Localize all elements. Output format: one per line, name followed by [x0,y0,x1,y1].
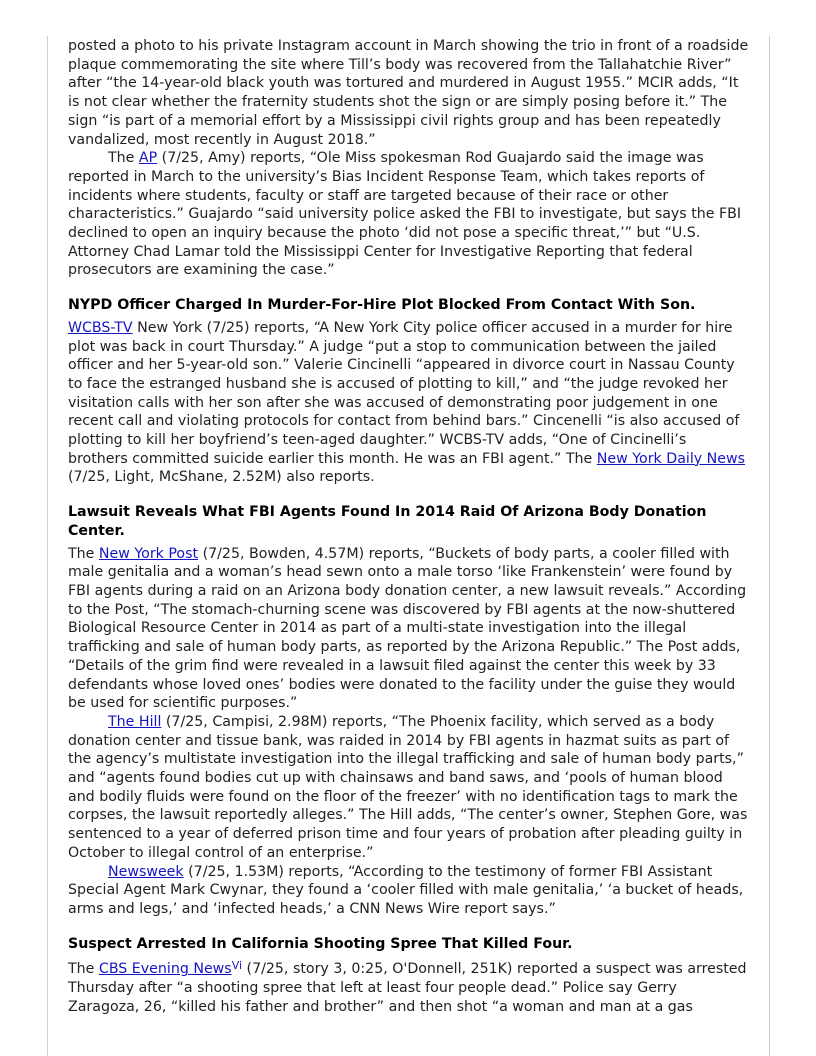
headline: NYPD Officer Charged In Murder-For-Hire Plot Blocked From Contact With Son. [68,297,696,314]
text-span: (7/25, Bowden, 4.57M) reports, “Buckets of body parts, a cooler filled with male genitalia and a woman’s head sewn onto a male torso ‘like Frankenstein’ were found by FBI agents during a raid on an Arizona body donation center, a new lawsuit reveals.” According to the Post, “The stomach-churning scene was discovered by FBI agents at the now-shuttered Biological Resource Center in 2014 as part of a multi-state investigation into the illegal trafficking and sale of human body parts, as reported by the Arizona Republic.” The Post adds, “Details of the grim find were revealed in a lawsuit filed against the center this week by 33 defendants whose loved ones’ bodies were donated to the facility under the guise they would be used for scientific purposes.” [68,545,747,712]
text-span: (7/25, 1.53M) reports, “According to the testimony of former FBI Assistant Special Agent Mark Cwynar, they found a ‘cooler filled with male genitalia,’ ‘a bucket of heads, arms and legs,’ and ‘infected heads,’ a CNN News Wire report says.” [68,863,744,917]
video-badge[interactable]: Vi [231,959,243,973]
text-span: New York (7/25) reports, “A New York City police officer accused in a murder for hire plot was back in court Thursday.” A judge “put a stop to communication between the jailed officer and her 5-year-old son.” Valerie Cincinelli “appeared in divorce court in Nassau County to face the estranged husband she is accused of plotting to kill,” and “the judge revoked her visitation calls with her son after she was accused of demonstrating poor judgement in one recent call and violating protocols for contact from behind bars.” Cincenelli “is also accused of plotting to kill her boyfriend’s teen-aged daughter.” WCBS-TV adds, “One of Cincinelli’s brothers committed suicide earlier this month. He was an FBI agent.” The [68,319,740,467]
source-link-wcbs[interactable]: WCBS-TV [68,319,133,336]
text-span: The [68,545,99,562]
source-link-ap[interactable]: AP [138,150,158,167]
headline: Lawsuit Reveals What FBI Agents Found In 2014 Raid Of Arizona Body Donation Center. [68,504,707,539]
source-link-ny-daily-news[interactable]: New York Daily News [596,450,746,467]
source-link-newsweek[interactable]: Newsweek [108,863,184,880]
text-span: (7/25, story 3, 0:25, O'Donnell, 251K) reported a suspect was arrested Thursday after “a shooting spree that left at least four people dead.” Police say Gerry Zaragoza, 26, “killed his father and brother” and then shot “a woman and man at a gas [68,961,747,1015]
news-document [68,37,750,1016]
article-paragraph [68,863,750,919]
article-paragraph [68,319,750,487]
text-span: (7/25, Campisi, 2.98M) reports, “The Phoenix facility, which served as a body donation center and tissue bank, was raided in 2014 by FBI agents in hazmat suits as part of the agency’s multistate investigation into the illegal trafficking and sale of human body parts,” and “agents found bodies cut up with chainsaws and band saws, and ‘pools of human blood and bodily fluids were found on the floor of the freezer’ with no identification tags to mark the corpses, the lawsuit reportedly alleges.” The Hill adds, “The center’s owner, Stephen Gore, was sentenced to a year of deferred prison time and four years of probation after pleading guilty in October to illegal control of an enterprise.” [68,713,748,861]
headline: Suspect Arrested In California Shooting Spree That Killed Four. [68,935,573,952]
article-paragraph [68,545,750,713]
text-span: (7/25, Amy) reports, “Ole Miss spokesman Rod Guajardo said the image was reported in March to the university’s Bias Incident Response Team, which takes reports of incidents where students, faculty or staff are targeted because of their race or other characteristics.” Guajardo “said university police asked the FBI to investigate, but says the FBI declined to open an inquiry because the photo ‘did not pose a specific threat,’” but “U.S. Attorney Chad Lamar told the Mississippi Center for Investigative Reporting that federal prosecutors are examining the case.” [68,150,742,279]
source-link-ny-post[interactable]: New York Post [98,545,199,562]
article-paragraph [68,957,750,1016]
source-link-the-hill[interactable]: The Hill [108,713,162,730]
article-paragraph: posted a photo to his private Instagram account in March showing the trio in front of a roadside plaque commemorating the site where Till’s body was recovered from the Tallahatchie River” after “the 14-year-old black youth was tortured and murdered in August 1955.” MCIR adds, “It is not clear whether the fraternity students shot the sign or are simply posing before it.” The sign “is part of a memorial effort by a Mississippi civil rights group and has been repeatedly vandalized, most recently in August 2018.” [68,38,749,148]
article-paragraph [68,149,750,280]
source-link-cbs-evening-news[interactable]: CBS Evening News [98,961,232,978]
article-paragraph [68,713,750,863]
text-span: The [108,150,139,167]
text-span: (7/25, Light, McShane, 2.52M) also reports. [68,469,375,486]
text-span: The [68,961,99,978]
